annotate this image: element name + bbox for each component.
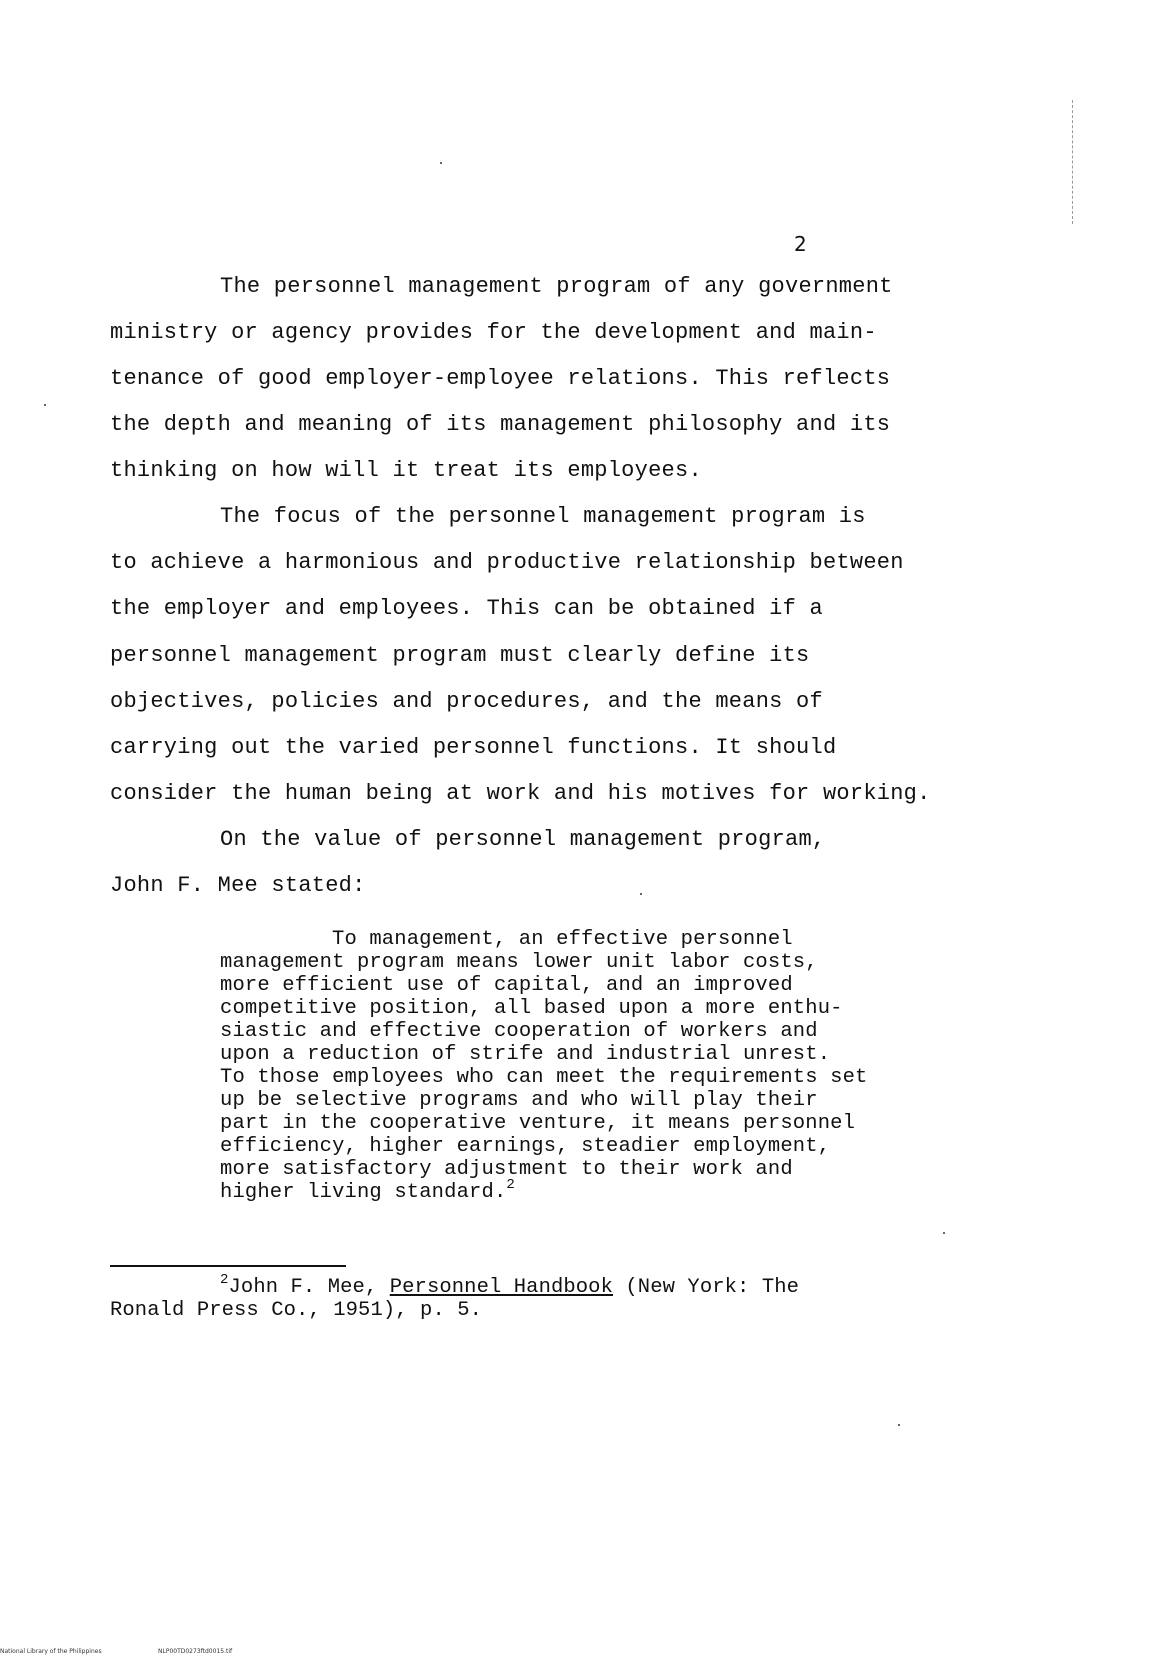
quote-line-text: higher living standard. — [220, 1181, 507, 1204]
scan-speck — [440, 162, 442, 164]
quote-line: To management, an effective personnel — [332, 928, 793, 951]
text-line: ministry or agency provides for the development and main- — [110, 320, 877, 345]
quote-line: To those employees who can meet the requirements set — [220, 1066, 868, 1089]
text-line: carrying out the varied personnel functions. It should — [110, 735, 837, 760]
scan-image-id: NLP00TD0273ftd0015.tif — [158, 1648, 233, 1655]
footnote-line — [220, 1272, 800, 1299]
text-line: On the value of personnel management program, — [220, 827, 826, 852]
text-line: The personnel management program of any government — [220, 274, 893, 299]
text-line: The focus of the personnel management program is — [220, 504, 866, 529]
footnote-reference: 2 — [506, 1177, 515, 1193]
text-line: consider the human being at work and his motives for working. — [110, 781, 931, 806]
footnote-book-title: Personnel Handbook — [389, 1276, 613, 1299]
footnote-line: Ronald Press Co., 1951), p. 5. — [110, 1299, 483, 1322]
footnote-author: John F. Mee, — [228, 1276, 390, 1299]
text-line: tenance of good employer-employee relations. This reflects — [110, 366, 891, 391]
scan-speck — [943, 1232, 945, 1234]
text-line: personnel management program must clearly define its — [110, 643, 810, 668]
quote-line: management program means lower unit labor costs, — [220, 951, 818, 974]
scan-library-stamp: National Library of the Philippines — [0, 1648, 102, 1655]
text-line: objectives, policies and procedures, and the means of — [110, 689, 823, 714]
scan-speck — [44, 404, 46, 406]
quote-line — [220, 1177, 515, 1204]
quote-line: siastic and effective cooperation of workers and — [220, 1020, 818, 1043]
footnote-publisher: (New York: The — [613, 1276, 800, 1299]
scan-edge-mark — [1072, 100, 1074, 224]
text-line: the depth and meaning of its management philosophy and its — [110, 412, 891, 437]
quote-line: part in the cooperative venture, it means personnel — [220, 1112, 856, 1135]
quote-line: competitive position, all based upon a more enthu- — [220, 997, 843, 1020]
footnote-rule — [110, 1265, 346, 1267]
scan-speck — [898, 1424, 900, 1426]
footnote-marker: 2 — [220, 1272, 229, 1288]
quote-line: efficiency, higher earnings, steadier employment, — [220, 1135, 831, 1158]
page-number: 2 — [794, 232, 807, 256]
text-line: John F. Mee stated: — [110, 873, 366, 898]
quote-line: up be selective programs and who will play their — [220, 1089, 818, 1112]
quote-line: upon a reduction of strife and industrial unrest. — [220, 1043, 831, 1066]
text-line: thinking on how will it treat its employees. — [110, 458, 702, 483]
scan-speck — [640, 893, 642, 895]
quote-line: more efficient use of capital, and an improved — [220, 974, 793, 997]
text-line: the employer and employees. This can be obtained if a — [110, 596, 823, 621]
text-line: to achieve a harmonious and productive relationship between — [110, 550, 904, 575]
quote-line: more satisfactory adjustment to their work and — [220, 1158, 793, 1181]
